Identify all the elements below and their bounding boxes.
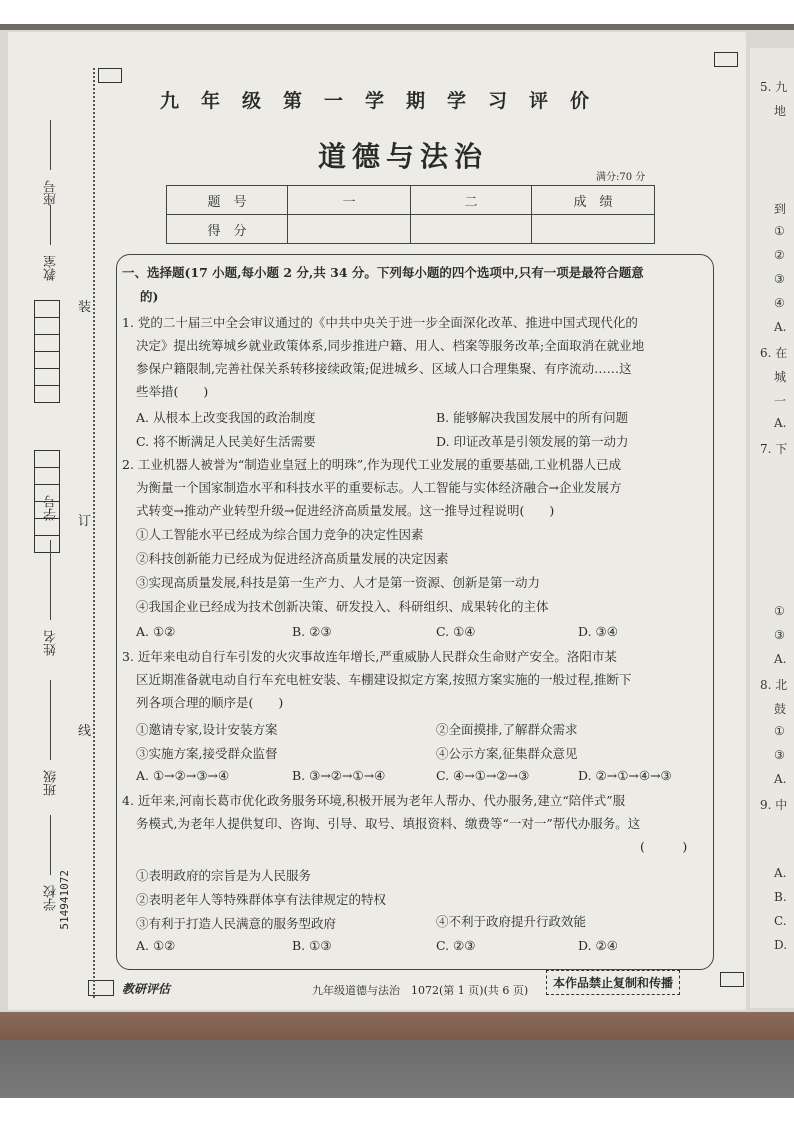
score-input-2[interactable] bbox=[411, 215, 532, 244]
seat-label: 座号 bbox=[44, 180, 59, 206]
right-page-fragment: ① bbox=[774, 224, 785, 238]
right-page-fragment: 城 bbox=[774, 370, 787, 384]
barcode-number: 514941072 bbox=[58, 870, 71, 930]
score-table-header-row bbox=[167, 186, 655, 215]
right-page-fragment: 7. 下 bbox=[760, 442, 788, 456]
question-4-item: ④不利于政府提升行政效能 bbox=[436, 914, 587, 929]
score-cell: 一 bbox=[288, 186, 411, 215]
corner-mark-bottom-left bbox=[88, 980, 114, 996]
score-cell: 题 号 bbox=[167, 186, 288, 215]
question-1-option-c[interactable]: C. 将不断满足人民美好生活需要 bbox=[136, 434, 316, 449]
right-page-fragment: ① bbox=[774, 604, 785, 618]
question-4-item: ②表明老年人等特殊群体享有法律规定的特权 bbox=[136, 892, 387, 907]
question-2-line: 2. 工业机器人被誉为“制造业皇冠上的明珠”,作为现代工业发展的重要基础,工业机器人已成 bbox=[122, 457, 622, 472]
right-page-fragment: D. bbox=[774, 938, 788, 952]
class-label: 班级 bbox=[44, 770, 59, 796]
question-4-item: ①表明政府的宗旨是为人民服务 bbox=[136, 868, 312, 883]
right-page-fragment: 到 bbox=[774, 202, 787, 216]
school-field[interactable] bbox=[50, 815, 51, 875]
score-cell: 二 bbox=[411, 186, 532, 215]
right-page-fragment: 5. 九 bbox=[760, 80, 788, 94]
seat-field-lower[interactable] bbox=[50, 205, 51, 245]
score-cell: 得 分 bbox=[167, 215, 288, 244]
right-page-fragment: ② bbox=[774, 248, 785, 262]
right-page-fragment: C. bbox=[774, 914, 787, 928]
question-1-option-b[interactable]: B. 能够解决我国发展中的所有问题 bbox=[436, 410, 629, 425]
class-field[interactable] bbox=[50, 680, 51, 760]
question-3-option-d[interactable]: D. ②→①→④→③ bbox=[578, 768, 672, 783]
right-page-fragment: A. bbox=[774, 866, 787, 880]
right-page-fragment: ③ bbox=[774, 628, 785, 642]
question-1-option-d[interactable]: D. 印证改革是引领发展的第一动力 bbox=[436, 434, 629, 449]
question-3-line: 区近期准备就电动自行车充电桩安装、车棚建设拟定方案,按照方案实施的一般过程,推断下 bbox=[136, 672, 632, 687]
question-3-line: 列各项合理的顺序是( ) bbox=[136, 695, 284, 710]
question-2-line: 为衡量一个国家制造水平和科技水平的重要标志。人工智能与实体经济融合→企业发展方 bbox=[136, 480, 622, 495]
bind-char-ding: 订 bbox=[78, 514, 92, 529]
score-table bbox=[166, 185, 655, 244]
question-1-option-a[interactable]: A. 从根本上改变我国的政治制度 bbox=[136, 410, 316, 425]
question-1-line: 参保户籍限制,完善社保关系转移接续政策;促进城乡、区域人口合理集聚、有序流动……这 bbox=[136, 361, 632, 376]
question-3-option-c[interactable]: C. ④→①→②→③ bbox=[436, 768, 530, 783]
binding-dotted-line bbox=[93, 68, 95, 998]
right-page-fragment: 鼓 bbox=[774, 702, 787, 716]
question-4-option-a[interactable]: A. ①② bbox=[136, 938, 176, 953]
question-2-statement: ②科技创新能力已经成为促进经济高质量发展的决定因素 bbox=[136, 551, 449, 566]
right-page-fragment: ① bbox=[774, 724, 785, 738]
question-3-line: 3. 近年来电动自行车引发的火灾事故连年增长,严重威胁人民群众生命财产安全。洛阳市某 bbox=[122, 649, 617, 664]
subject-title: 道德与法治 bbox=[318, 140, 489, 173]
question-4-line: 4. 近年来,河南长葛市优化政务服务环境,积极开展为老年人帮办、代办服务,建立“陪伴式”服 bbox=[122, 793, 626, 808]
question-2-line: 式转变→推动产业转型升级→促进经济高质量发展。这一推导过程说明( ) bbox=[136, 503, 555, 518]
question-1-line: 些举措( ) bbox=[136, 384, 209, 399]
right-page-fragment: A. bbox=[774, 416, 787, 430]
section-heading: 一、选择题(17 小题,每小题 2 分,共 34 分。下列每小题的四个选项中,只有一项是最符合题意 bbox=[122, 265, 644, 280]
score-input-1[interactable] bbox=[288, 215, 411, 244]
score-input-total[interactable] bbox=[532, 215, 655, 244]
bind-char-zhuang: 装 bbox=[78, 300, 92, 315]
seat-field[interactable] bbox=[50, 120, 51, 170]
question-1-line: 决定》提出统筹城乡就业政策体系,同步推进户籍、用人、档案等服务改革;全面取消在就业地 bbox=[136, 338, 645, 353]
right-page-fragment: A. bbox=[774, 652, 787, 666]
student-id-label: 学号 bbox=[44, 495, 59, 521]
corner-mark-top-left bbox=[98, 68, 122, 83]
right-page-fragment: A. bbox=[774, 772, 787, 786]
question-2-option-c[interactable]: C. ①④ bbox=[436, 624, 476, 639]
question-1-line: 1. 党的二十届三中全会审议通过的《中共中央关于进一步全面深化改革、推进中国式现代化的 bbox=[122, 315, 638, 330]
question-4-line: 务模式,为老年人提供复印、咨询、引导、取号、填报资料、缴费等“一对一”帮代办服务。这 bbox=[136, 816, 641, 831]
next-page-edge bbox=[750, 48, 794, 1008]
question-2-option-b[interactable]: B. ②③ bbox=[292, 624, 332, 639]
question-4-answer-bracket[interactable]: ( ) bbox=[640, 839, 688, 854]
question-3-option-a[interactable]: A. ①→②→③→④ bbox=[136, 768, 230, 783]
room-label: 教室 bbox=[44, 255, 59, 281]
footer-page-info: 九年级道德与法治 1072(第 1 页)(共 6 页) bbox=[312, 984, 529, 997]
question-2-option-d[interactable]: D. ③④ bbox=[578, 624, 618, 639]
question-2-statement: ④我国企业已经成为技术创新决策、研发投入、科研组织、成果转化的主体 bbox=[136, 599, 549, 614]
corner-mark-bottom-right bbox=[720, 972, 744, 987]
section-heading-cont: 的) bbox=[140, 289, 159, 304]
question-3-item: ②全面摸排,了解群众需求 bbox=[436, 722, 578, 737]
question-2-option-a[interactable]: A. ①② bbox=[136, 624, 176, 639]
question-3-item: ①邀请专家,设计安装方案 bbox=[136, 722, 278, 737]
question-4-option-b[interactable]: B. ①③ bbox=[292, 938, 332, 953]
exam-title: 九年级第一学期学习评价 bbox=[160, 90, 612, 112]
name-label: 姓名 bbox=[44, 630, 59, 656]
corner-mark-top-right bbox=[714, 52, 738, 67]
question-4-item: ③有利于打造人民满意的服务型政府 bbox=[136, 916, 337, 931]
question-4-option-d[interactable]: D. ②④ bbox=[578, 938, 618, 953]
full-mark: 满分:70 分 bbox=[596, 172, 646, 183]
school-label: 学校 bbox=[44, 885, 59, 911]
question-3-item: ④公示方案,征集群众意见 bbox=[436, 746, 578, 761]
right-page-fragment: A. bbox=[774, 320, 787, 334]
right-page-fragment: 6. 在 bbox=[760, 346, 788, 360]
room-digit-boxes[interactable] bbox=[34, 300, 60, 402]
right-page-fragment: 9. 中 bbox=[760, 798, 788, 812]
name-field[interactable] bbox=[50, 540, 51, 620]
score-cell: 成 绩 bbox=[532, 186, 655, 215]
right-page-fragment: 地 bbox=[774, 104, 787, 118]
right-page-fragment: ③ bbox=[774, 748, 785, 762]
score-table-score-row bbox=[167, 215, 655, 244]
question-4-option-c[interactable]: C. ②③ bbox=[436, 938, 476, 953]
question-2-statement: ③实现高质量发展,科技是第一生产力、人才是第一资源、创新是第一动力 bbox=[136, 575, 540, 590]
bind-char-xian: 线 bbox=[78, 724, 92, 739]
question-2-statement: ①人工智能水平已经成为综合国力竞争的决定性因素 bbox=[136, 527, 424, 542]
right-page-fragment: 8. 北 bbox=[760, 678, 788, 692]
question-3-option-b[interactable]: B. ③→②→①→④ bbox=[292, 768, 386, 783]
footer-copyright-stamp: 本作品禁止复制和传播 bbox=[546, 970, 680, 995]
right-page-fragment: ③ bbox=[774, 272, 785, 286]
right-page-fragment: 一 bbox=[774, 394, 787, 408]
footer-publisher: 教研评估 bbox=[122, 982, 171, 996]
right-page-fragment: B. bbox=[774, 890, 787, 904]
question-3-item: ③实施方案,接受群众监督 bbox=[136, 746, 278, 761]
right-page-fragment: ④ bbox=[774, 296, 785, 310]
